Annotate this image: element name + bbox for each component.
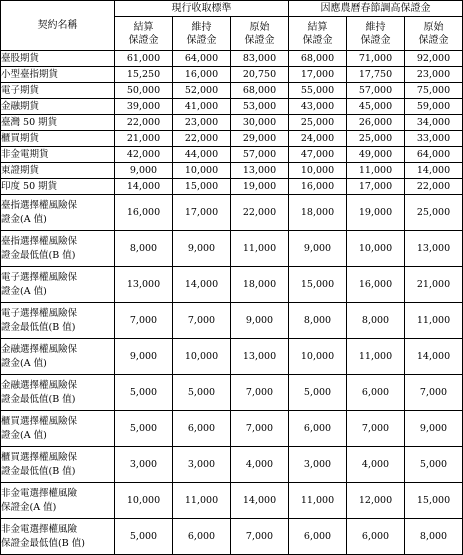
contract-name-cell: 金融選擇權風險保 證金最低值(B 值) xyxy=(1,375,115,411)
value-cell: 13,000 xyxy=(405,231,463,267)
value-cell: 22,000 xyxy=(231,195,289,231)
value-cell: 5,000 xyxy=(115,519,173,555)
contract-name-cell: 臺指選擇權風險保 證金最低值(B 值) xyxy=(1,231,115,267)
value-cell: 7,000 xyxy=(173,303,231,339)
value-cell: 34,000 xyxy=(405,115,463,131)
value-cell: 9,000 xyxy=(405,411,463,447)
value-cell: 9,000 xyxy=(115,163,173,179)
value-cell: 13,000 xyxy=(231,339,289,375)
contract-name-cell: 櫃買選擇權風險保 證金(A 值) xyxy=(1,411,115,447)
header-initial-current: 原始 保證金 xyxy=(231,17,289,51)
value-cell: 21,000 xyxy=(405,267,463,303)
value-cell: 9,000 xyxy=(231,303,289,339)
value-cell: 64,000 xyxy=(173,51,231,67)
table-row xyxy=(1,267,463,303)
value-cell: 25,000 xyxy=(289,115,347,131)
value-cell: 9,000 xyxy=(289,231,347,267)
contract-name-cell: 臺灣 50 期貨 xyxy=(1,115,115,131)
value-cell: 20,750 xyxy=(231,67,289,83)
header-contract-name: 契約名稱 xyxy=(1,1,115,51)
value-cell: 23,000 xyxy=(405,67,463,83)
table-row xyxy=(1,231,463,267)
value-cell: 92,000 xyxy=(405,51,463,67)
value-cell: 19,000 xyxy=(231,179,289,195)
table-body xyxy=(1,51,463,555)
value-cell: 47,000 xyxy=(289,147,347,163)
value-cell: 43,000 xyxy=(289,99,347,115)
value-cell: 14,000 xyxy=(405,339,463,375)
contract-name-cell: 非金電期貨 xyxy=(1,147,115,163)
value-cell: 10,000 xyxy=(289,339,347,375)
value-cell: 14,000 xyxy=(231,483,289,519)
value-cell: 45,000 xyxy=(347,99,405,115)
header-settlement-adjusted: 結算 保證金 xyxy=(289,17,347,51)
value-cell: 15,000 xyxy=(173,179,231,195)
table-row xyxy=(1,131,463,147)
value-cell: 3,000 xyxy=(115,447,173,483)
value-cell: 14,000 xyxy=(173,267,231,303)
value-cell: 18,000 xyxy=(289,195,347,231)
contract-name-cell: 櫃買期貨 xyxy=(1,131,115,147)
value-cell: 6,000 xyxy=(173,411,231,447)
value-cell: 10,000 xyxy=(347,231,405,267)
value-cell: 8,000 xyxy=(115,231,173,267)
value-cell: 14,000 xyxy=(115,179,173,195)
value-cell: 10,000 xyxy=(173,163,231,179)
table-row xyxy=(1,179,463,195)
value-cell: 23,000 xyxy=(173,115,231,131)
value-cell: 8,000 xyxy=(347,303,405,339)
value-cell: 22,000 xyxy=(405,179,463,195)
value-cell: 7,000 xyxy=(231,411,289,447)
value-cell: 6,000 xyxy=(347,519,405,555)
value-cell: 4,000 xyxy=(231,447,289,483)
table-row xyxy=(1,147,463,163)
value-cell: 50,000 xyxy=(115,83,173,99)
value-cell: 22,000 xyxy=(173,131,231,147)
value-cell: 5,000 xyxy=(405,447,463,483)
value-cell: 12,000 xyxy=(347,483,405,519)
value-cell: 16,000 xyxy=(173,67,231,83)
contract-name-cell: 印度 50 期貨 xyxy=(1,179,115,195)
header-maintenance-current: 維持 保證金 xyxy=(173,17,231,51)
value-cell: 3,000 xyxy=(173,447,231,483)
value-cell: 64,000 xyxy=(405,147,463,163)
value-cell: 7,000 xyxy=(115,303,173,339)
table-row xyxy=(1,375,463,411)
value-cell: 6,000 xyxy=(289,411,347,447)
header-group-adjusted: 因應農曆春節調高保證金 xyxy=(289,1,463,17)
header-group-current: 現行收取標準 xyxy=(115,1,289,17)
value-cell: 61,000 xyxy=(115,51,173,67)
header-initial-adjusted: 原始 保證金 xyxy=(405,17,463,51)
value-cell: 52,000 xyxy=(173,83,231,99)
value-cell: 11,000 xyxy=(289,483,347,519)
value-cell: 44,000 xyxy=(173,147,231,163)
value-cell: 68,000 xyxy=(289,51,347,67)
value-cell: 39,000 xyxy=(115,99,173,115)
value-cell: 11,000 xyxy=(231,231,289,267)
value-cell: 6,000 xyxy=(289,519,347,555)
value-cell: 42,000 xyxy=(115,147,173,163)
value-cell: 59,000 xyxy=(405,99,463,115)
value-cell: 9,000 xyxy=(173,231,231,267)
value-cell: 14,000 xyxy=(405,163,463,179)
contract-name-cell: 非金電選擇權風險 保證金(A 值) xyxy=(1,483,115,519)
value-cell: 8,000 xyxy=(405,519,463,555)
table-row xyxy=(1,303,463,339)
value-cell: 83,000 xyxy=(231,51,289,67)
value-cell: 49,000 xyxy=(347,147,405,163)
table-row xyxy=(1,163,463,179)
table-row xyxy=(1,339,463,375)
value-cell: 11,000 xyxy=(405,303,463,339)
contract-name-cell: 櫃買選擇權風險保 證金最低值(B 值) xyxy=(1,447,115,483)
value-cell: 25,000 xyxy=(347,131,405,147)
value-cell: 16,000 xyxy=(115,195,173,231)
value-cell: 11,000 xyxy=(173,483,231,519)
value-cell: 22,000 xyxy=(115,115,173,131)
contract-name-cell: 臺指選擇權風險保 證金(A 值) xyxy=(1,195,115,231)
value-cell: 33,000 xyxy=(405,131,463,147)
value-cell: 11,000 xyxy=(347,339,405,375)
value-cell: 57,000 xyxy=(347,83,405,99)
value-cell: 3,000 xyxy=(289,447,347,483)
value-cell: 6,000 xyxy=(173,519,231,555)
value-cell: 13,000 xyxy=(231,163,289,179)
contract-name-cell: 電子選擇權風險保 證金(A 值) xyxy=(1,267,115,303)
value-cell: 24,000 xyxy=(289,131,347,147)
value-cell: 13,000 xyxy=(115,267,173,303)
value-cell: 7,000 xyxy=(231,519,289,555)
table-row xyxy=(1,195,463,231)
table-row xyxy=(1,483,463,519)
value-cell: 17,750 xyxy=(347,67,405,83)
contract-name-cell: 電子期貨 xyxy=(1,83,115,99)
value-cell: 17,000 xyxy=(289,67,347,83)
value-cell: 6,000 xyxy=(347,375,405,411)
table-row xyxy=(1,447,463,483)
value-cell: 15,000 xyxy=(405,483,463,519)
table-row xyxy=(1,83,463,99)
value-cell: 71,000 xyxy=(347,51,405,67)
value-cell: 7,000 xyxy=(405,375,463,411)
value-cell: 8,000 xyxy=(289,303,347,339)
value-cell: 15,250 xyxy=(115,67,173,83)
value-cell: 53,000 xyxy=(231,99,289,115)
value-cell: 29,000 xyxy=(231,131,289,147)
table-row xyxy=(1,99,463,115)
table-row xyxy=(1,519,463,555)
value-cell: 10,000 xyxy=(289,163,347,179)
value-cell: 17,000 xyxy=(347,179,405,195)
table-row xyxy=(1,67,463,83)
value-cell: 15,000 xyxy=(289,267,347,303)
value-cell: 5,000 xyxy=(289,375,347,411)
value-cell: 7,000 xyxy=(231,375,289,411)
value-cell: 10,000 xyxy=(173,339,231,375)
table-row xyxy=(1,115,463,131)
value-cell: 18,000 xyxy=(231,267,289,303)
value-cell: 5,000 xyxy=(115,375,173,411)
value-cell: 25,000 xyxy=(405,195,463,231)
value-cell: 9,000 xyxy=(115,339,173,375)
value-cell: 19,000 xyxy=(347,195,405,231)
value-cell: 30,000 xyxy=(231,115,289,131)
value-cell: 68,000 xyxy=(231,83,289,99)
contract-name-cell: 金融選擇權風險保 證金(A 值) xyxy=(1,339,115,375)
table-row xyxy=(1,51,463,67)
value-cell: 41,000 xyxy=(173,99,231,115)
value-cell: 21,000 xyxy=(115,131,173,147)
contract-name-cell: 非金電選擇權風險 保證金最低值(B 值) xyxy=(1,519,115,555)
contract-name-cell: 臺股期貨 xyxy=(1,51,115,67)
value-cell: 57,000 xyxy=(231,147,289,163)
value-cell: 5,000 xyxy=(173,375,231,411)
contract-name-cell: 金融期貨 xyxy=(1,99,115,115)
header-maintenance-adjusted: 維持 保證金 xyxy=(347,17,405,51)
value-cell: 11,000 xyxy=(347,163,405,179)
value-cell: 5,000 xyxy=(115,411,173,447)
contract-name-cell: 東證期貨 xyxy=(1,163,115,179)
value-cell: 7,000 xyxy=(347,411,405,447)
value-cell: 75,000 xyxy=(405,83,463,99)
table-row xyxy=(1,411,463,447)
value-cell: 10,000 xyxy=(115,483,173,519)
value-cell: 17,000 xyxy=(173,195,231,231)
value-cell: 26,000 xyxy=(347,115,405,131)
value-cell: 4,000 xyxy=(347,447,405,483)
value-cell: 16,000 xyxy=(347,267,405,303)
contract-name-cell: 小型臺指期貨 xyxy=(1,67,115,83)
value-cell: 16,000 xyxy=(289,179,347,195)
contract-name-cell: 電子選擇權風險保 證金最低值(B 值) xyxy=(1,303,115,339)
value-cell: 55,000 xyxy=(289,83,347,99)
header-settlement-current: 結算 保證金 xyxy=(115,17,173,51)
